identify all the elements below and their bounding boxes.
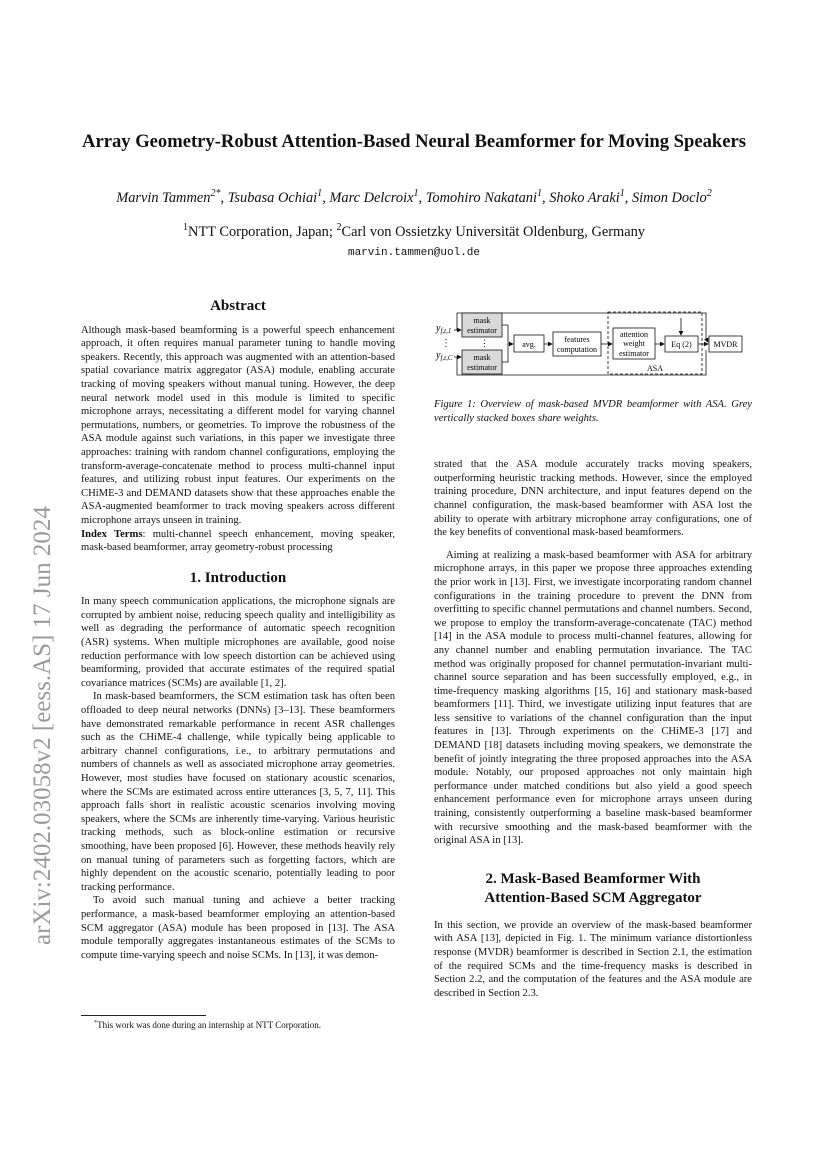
connector-line — [502, 344, 508, 362]
abstract-text: Although mask-based beamforming is a powerful speech enhancement approach, it often requires manual parameter tuning to handle moving speakers. Recently, this approach was augmented with an attention-based spatial covariance matrix aggregator (ASA) module, enabling accurate tracking of moving speakers without manual tuning. However, the deep neural network model used in this module is limited to specific microphone arrays, necessitating a different model for varying channel permutations, numbers, or geometries. To improve the robustness of the ASA module against such variations, in this paper we investigate three approaches: training with random channel configurations, employing the transform-average-concatenate method to process multi-channel input features, and utilizing robust input features. Our experiments on the CHiME-3 and DEMAND datasets show that these approaches enable the ASA-augmented beamformer to track moving speakers across different microphone arrays unseen in training. — [81, 324, 395, 526]
attention-weight-estimator-label: attention — [620, 330, 648, 339]
input-arrow — [706, 338, 708, 342]
author-affiliation-mark: 1 — [317, 188, 323, 200]
footnote-mark: * — [94, 1019, 98, 1026]
contact-email[interactable]: marvin.tammen@uol.de — [347, 247, 481, 259]
equation-2-label: Eq (2) — [671, 340, 692, 349]
mask-estimator-dots: ⋮ — [480, 338, 489, 348]
features-computation-label: features — [564, 335, 590, 344]
section-heading-mask-based-beamformer — [434, 870, 752, 908]
author-affiliation-mark: 1 — [536, 188, 543, 200]
index-terms — [81, 528, 395, 555]
affiliation-text: NTT Corporation, Japan; — [188, 224, 337, 240]
section-heading-line: Attention-Based SCM Aggregator — [484, 889, 702, 906]
affiliation-mark: 2 — [336, 222, 342, 234]
author-list: Marvin Tammen$^{2*}$, Tsubasa Ochiai$^1$, Marc Delcroix$^1$, Tomohiro Nakatani$^1$, Shoko Araki$^1$, Simon Doclo$^2$ — [116, 188, 712, 206]
mask-estimator-label: estimator — [467, 326, 497, 335]
connector-line — [502, 325, 513, 344]
mvdr-label: MVDR — [713, 340, 738, 349]
paper-title: Array Geometry-Robust Attention-Based Neural Beamformer for Moving Speakers — [82, 131, 746, 152]
paragraph: In this section, we provide an overview of the mask-based beamformer with ASA [13], depicted in Fig. 1. The minimum variance distortionless response (MVDR) beamformer is described in Section 2.1, the estimation of the required SCMs and the time-frequency masks is described in Section 2.2, and the computation of the features and the ASA module are described in Section 2.3. — [434, 919, 752, 999]
author-name: Marvin Tammen — [116, 190, 211, 206]
author-affiliation-mark: 2* — [210, 188, 221, 200]
arxiv-identifier: arXiv:2402.03058v2 [eess.AS] 17 Jun 2024 — [29, 506, 56, 945]
figure-1-diagram — [430, 308, 750, 388]
input-signal-first-label: $y_{f,t,1}$ — [436, 323, 452, 335]
author-affiliation-mark: 2 — [706, 188, 712, 200]
input-signal-last-label: $y_{f,t,C}$ — [436, 350, 453, 362]
footnote-rule — [81, 1015, 206, 1016]
index-terms-label: Index Terms — [81, 528, 143, 540]
input-dots: ⋮ — [441, 338, 451, 349]
affiliation-text: Carl von Ossietzky Universität Oldenburg, Germany — [341, 224, 645, 240]
section-heading-introduction: 1. Introduction — [189, 569, 287, 586]
affiliations — [60, 224, 768, 241]
right-column — [434, 398, 752, 1000]
mask-estimator-label: estimator — [467, 363, 497, 372]
author-name: Marc Delcroix — [329, 190, 414, 206]
footnote — [94, 1020, 394, 1030]
author-name: Tsubasa Ochiai — [227, 190, 318, 206]
index-terms-text: : multi-channel speech enhancement, moving speaker, mask-based beamformer, array geometry-robust processing — [81, 528, 395, 554]
affiliation-mark: 1 — [183, 222, 189, 234]
average-label: avg. — [522, 340, 536, 349]
paragraph: In many speech communication applications, the microphone signals are corrupted by ambient noise, reducing speech quality and intelligibility as well as degrading the performance of automatic speech recognition (ASR) systems. When multiple microphones are available, good noise reduction performance with low speech distortion can be achieved using beamforming, provided that accurate estimates of the required spatial covariance matrices (SCMs) are available [1, 2]. — [81, 596, 395, 689]
arxiv-side-stamp — [8, 360, 68, 960]
author-name: Simon Doclo — [631, 190, 707, 206]
paragraph: To avoid such manual tuning and achieve a better tracking performance, a mask-based beamformer employing an attention-based SCM aggregator (ASA) module has been proposed in [13]. The ASA module temporally aggregates instantaneous estimates of the SCMs to compute time-varying speech and noise SCMs. In [13], it was demon- — [81, 895, 395, 961]
attention-weight-estimator-label: weight — [623, 339, 645, 348]
paragraph: In mask-based beamformers, the SCM estimation task has often been offloaded to deep neural networks (DNNs) [3–13]. These beamformers have demonstrated remarkable performance in recent ASR challenges such as the CHiME-4 challenge, while typically being applicable to arbitrary channel configurations, i.e., to arbitrary permutations and numbers of channels as well as associated microphone array geometries. However, most studies have focused on stationary acoustic scenarios, where the SCMs are estimated across entire utterances [3, 5, 7, 11]. This approach falls short in realistic acoustic scenarios involving moving speakers, where the SCMs are inherently time-varying. Various heuristic tracking methods, such as block-online estimation or recursive smoothing, have been proposed [6]. However, these methods heavily rely on manual tuning of parameters such as forgetting factors, which are highly dependent on the acoustic scenario, potentially leading to poor tracking performance. — [81, 691, 395, 893]
author-name: Tomohiro Nakatani — [425, 190, 537, 206]
left-column — [81, 300, 395, 962]
abstract-heading: Abstract — [210, 298, 266, 314]
footnote-text: This work was done during an internship at NTT Corporation. — [97, 1020, 321, 1030]
mask-estimator-label: mask — [473, 316, 491, 325]
section-heading-line: 2. Mask-Based Beamformer With — [485, 870, 701, 887]
author-affiliation-mark: 1 — [413, 188, 419, 200]
mask-estimator-label: mask — [473, 353, 491, 362]
author-name: Shoko Araki — [549, 190, 620, 206]
paragraph: strated that the ASA module accurately tracks moving speakers, outperforming heuristic tracking methods. However, since the employed training procedure, DNN architecture, and input features depend on the channel configuration, the mask-based beamformer with ASA lost the ability to operate with arbitrary microphone array configurations, one of the key benefits of conventional mask-based beamformers. — [434, 459, 752, 539]
author-affiliation-mark: 1 — [619, 188, 625, 200]
asa-label: ASA — [646, 364, 664, 373]
attention-weight-estimator-label: estimator — [619, 349, 649, 358]
features-computation-label: computation — [557, 345, 597, 354]
figure-1-caption: Figure 1: Overview of mask-based MVDR beamformer with ASA. Grey vertically stacked boxes share weights. — [434, 399, 752, 424]
paragraph: Aiming at realizing a mask-based beamformer with ASA for arbitrary microphone arrays, in this paper we propose three approaches extending the prior work in [13]. First, we investigate incorporating random channel configurations in the training procedure to prevent the DNN from overfitting to specific channel permutations and channel numbers. Second, we propose to employ the transform-average-concatenate (TAC) method [14] in the ASA module to process multi-channel features, allowing for any channel number and enabling permutation invariance. The TAC method was originally proposed for channel permutation-invariant multi-channel source separation and has been successfully employed, e.g., in time-frequency masking algorithms [15, 16] and stationary mask-based beamformers [11]. Third, we investigate utilizing input features that are less sensitive to variations of the channel configuration than the input features in [13]. Through experiments on the CHiME-3 [17] and DEMAND [18] datasets including moving speakers, we demonstrate the benefit of jointly integrating the three proposed approaches into the ASA module. Notably, our proposed approaches not only maintain high performance under matched conditions but also yield a good speech enhancement performance even for microphone arrays unseen during training, consistently outperforming a baseline mask-based beamformer with recursive smoothing and the mask-based beamformer with the original ASA in [13]. — [434, 549, 752, 847]
